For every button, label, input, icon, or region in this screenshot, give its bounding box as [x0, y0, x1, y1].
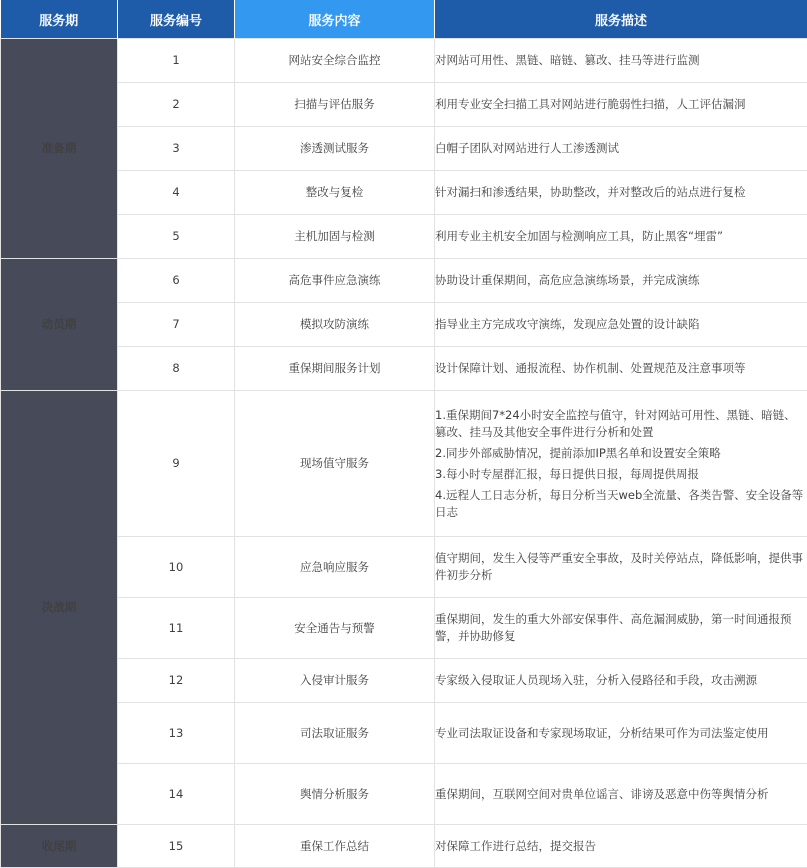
service-description: 对保障工作进行总结，提交报告	[435, 825, 807, 868]
service-name: 应急响应服务	[235, 537, 435, 598]
service-name: 入侵审计服务	[235, 659, 435, 703]
service-description: 针对漏扫和渗透结果，协助整改，并对整改后的站点进行复检	[435, 171, 807, 215]
table-row	[1, 259, 807, 303]
service-number: 12	[118, 659, 235, 703]
phase-cell-closing: 收尾期	[1, 825, 118, 868]
table-row	[1, 215, 807, 259]
table-row	[1, 303, 807, 347]
service-number: 7	[118, 303, 235, 347]
service-description: 协助设计重保期间，高危应急演练场景，并完成演练	[435, 259, 807, 303]
service-name: 渗透测试服务	[235, 127, 435, 171]
table-row	[1, 171, 807, 215]
service-number: 9	[118, 391, 235, 537]
table-row	[1, 764, 807, 825]
phase-cell-battle: 决战期	[1, 391, 118, 825]
service-description: 利用专业主机安全加固与检测响应工具，防止黑客“埋雷”	[435, 215, 807, 259]
header-content: 服务内容	[235, 0, 435, 39]
service-number: 1	[118, 39, 235, 83]
description-line: 4.远程人工日志分析，每日分析当天web全流量、各类告警、安全设备等日志	[435, 485, 807, 523]
table-row	[1, 825, 807, 868]
header-number: 服务编号	[118, 0, 235, 39]
service-number: 14	[118, 764, 235, 825]
service-description: 重保期间，发生的重大外部安保事件、高危漏洞威胁，第一时间通报预警，并协助修复	[435, 598, 807, 659]
service-description: 设计保障计划、通报流程、协作机制、处置规范及注意事项等	[435, 347, 807, 391]
service-description	[435, 391, 807, 537]
table-row	[1, 598, 807, 659]
service-description: 利用专业安全扫描工具对网站进行脆弱性扫描，人工评估漏洞	[435, 83, 807, 127]
table-row	[1, 347, 807, 391]
service-number: 13	[118, 703, 235, 764]
phase-cell-prep: 准备期	[1, 39, 118, 259]
service-number: 6	[118, 259, 235, 303]
service-description: 值守期间，发生入侵等严重安全事故，及时关停站点，降低影响，提供事件初步分析	[435, 537, 807, 598]
phase-cell-mobilize: 动员期	[1, 259, 118, 391]
service-description: 重保期间，互联网空间对贵单位谣言、诽谤及恶意中伤等舆情分析	[435, 764, 807, 825]
service-name: 重保期间服务计划	[235, 347, 435, 391]
service-number: 5	[118, 215, 235, 259]
service-name: 司法取证服务	[235, 703, 435, 764]
service-name: 重保工作总结	[235, 825, 435, 868]
service-description: 指导业主方完成攻守演练，发现应急处置的设计缺陷	[435, 303, 807, 347]
description-line: 1.重保期间7*24小时安全监控与值守，针对网站可用性、黑链、暗链、篡改、挂马及其他安全事件进行分析和处置	[435, 405, 807, 443]
service-name: 高危事件应急演练	[235, 259, 435, 303]
table-row	[1, 703, 807, 764]
service-description: 专业司法取证设备和专家现场取证，分析结果可作为司法鉴定使用	[435, 703, 807, 764]
service-name: 主机加固与检测	[235, 215, 435, 259]
service-name: 现场值守服务	[235, 391, 435, 537]
service-number: 10	[118, 537, 235, 598]
service-description: 专家级入侵取证人员现场入驻，分析入侵路径和手段，攻击溯源	[435, 659, 807, 703]
service-name: 整改与复检	[235, 171, 435, 215]
service-number: 8	[118, 347, 235, 391]
header-phase: 服务期	[1, 0, 118, 39]
service-description: 对网站可用性、黑链、暗链、篡改、挂马等进行监测	[435, 39, 807, 83]
service-name: 模拟攻防演练	[235, 303, 435, 347]
service-name: 扫描与评估服务	[235, 83, 435, 127]
service-number: 15	[118, 825, 235, 868]
service-description: 白帽子团队对网站进行人工渗透测试	[435, 127, 807, 171]
service-name: 舆情分析服务	[235, 764, 435, 825]
service-number: 4	[118, 171, 235, 215]
table-row	[1, 537, 807, 598]
table-row	[1, 659, 807, 703]
service-number: 2	[118, 83, 235, 127]
service-name: 网站安全综合监控	[235, 39, 435, 83]
service-number: 3	[118, 127, 235, 171]
service-number: 11	[118, 598, 235, 659]
table-row	[1, 83, 807, 127]
description-line: 2.同步外部威胁情况，提前添加IP黑名单和设置安全策略	[435, 443, 807, 464]
header-description: 服务描述	[435, 0, 807, 39]
table-row	[1, 391, 807, 537]
header-row	[1, 0, 807, 39]
table-row	[1, 39, 807, 83]
table-row	[1, 127, 807, 171]
description-line: 3.每小时专屋群汇报，每日提供日报，每周提供周报	[435, 464, 807, 485]
service-name: 安全通告与预警	[235, 598, 435, 659]
